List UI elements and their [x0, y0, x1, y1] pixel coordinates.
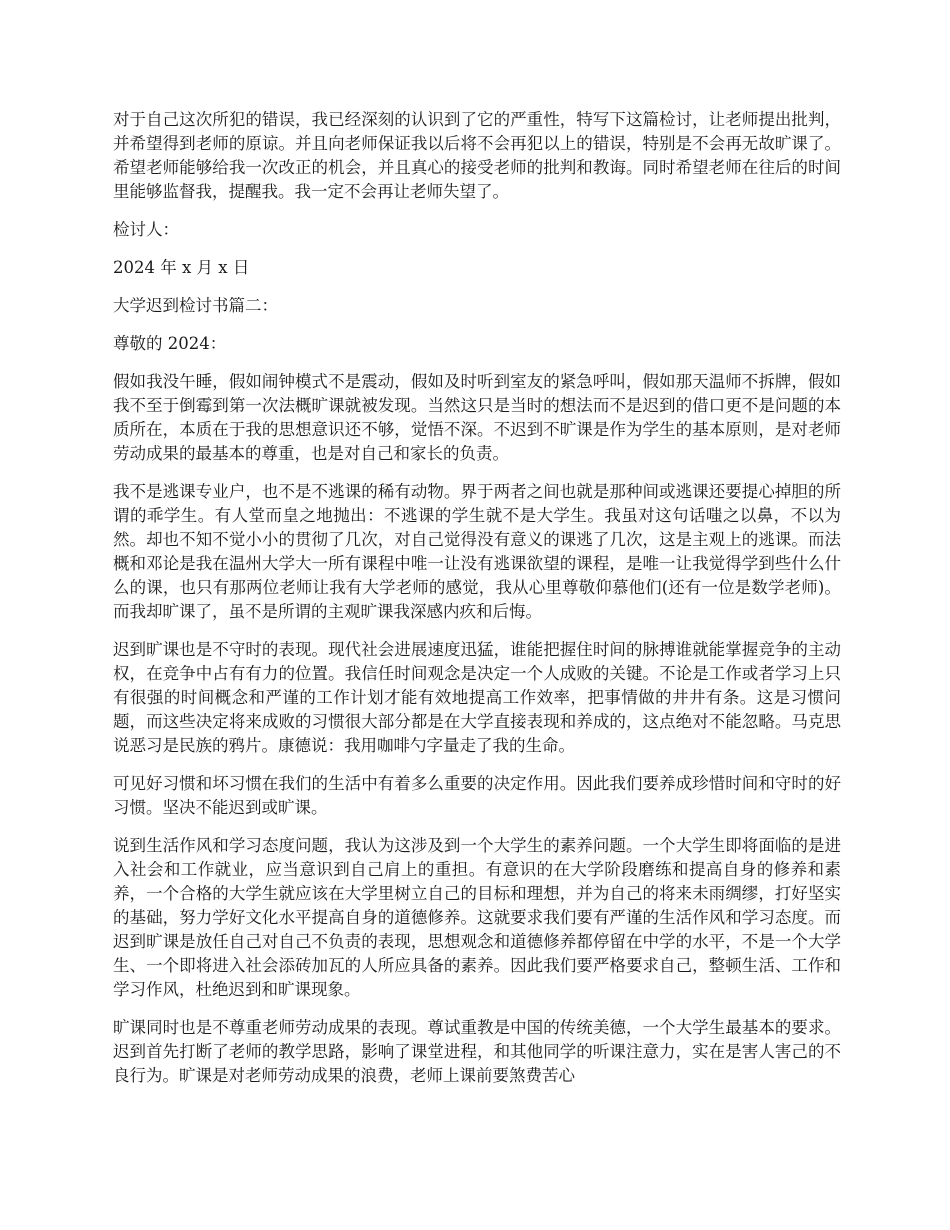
paragraph-attitude: 说到生活作风和学习态度问题，我认为这涉及到一个大学生的素养问题。一个大学生即将面临的是进入社会和工作就业，应当意识到自己肩上的重担。有意识的在大学阶段磨练和提高自身的修养和素养，一个合格的大学生就应该在大学里树立自己的目标和理想，并为自己的将来未雨绸缪，打好坚实的基础，努力学好文化水平提高自身的道德修养。这就要求我们要有严谨的生活作风和学习态度。而迟到旷课是放任自己对自己不负责的表现，思想观念和道德修养都停留在中学的水平，不是一个大学生、一个即将进入社会添砖加瓦的人所应具备的素养。因此我们要严格要求自己，整顿生活、工作和学习作风，杜绝迟到和旷课现象。 — [113, 836, 841, 999]
section-heading: 大学迟到检讨书篇二： — [113, 296, 278, 315]
paragraph-punctuality: 迟到旷课也是不守时的表现。现代社会进展速度迅猛，谁能把握住时间的脉搏谁就能掌握竞争的主动权，在竞争中占有有力的位置。我信任时间观念是决定一个人成败的关键。不论是工作或者学习上只有很强的时间概念和严谨的工作计划才能有效地提高工作效率，把事情做的井井有条。这是习惯问题，而这些决定将来成败的习惯很大部分都是在大学直接表现和养成的，这点绝对不能忽略。马克思说恶习是民族的鸦片。康德说：我用咖啡勺字量走了我的生命。 — [113, 640, 841, 755]
document-body — [113, 108, 841, 1102]
signature-line: 检讨人： — [113, 220, 179, 239]
paragraph-habits: 可见好习惯和坏习惯在我们的生活中有着多么重要的决定作用。因此我们要养成珍惜时间和守时的好习惯。坚决不能迟到或旷课。 — [113, 774, 841, 817]
paragraph-apology: 对于自己这次所犯的错误，我已经深刻的认识到了它的严重性，特写下这篇检讨，让老师提出批判，并希望得到老师的原谅。并且向老师保证我以后将不会再犯以上的错误，特别是不会再无故旷课了。希望老师能够给我一次改正的机会，并且真心的接受老师的批判和教诲。同时希望老师在往后的时间里能够监督我，提醒我。我一定不会再让老师失望了。 — [113, 110, 841, 201]
paragraph-respect: 旷课同时也是不尊重老师劳动成果的表现。尊试重教是中国的传统美德，一个大学生最基本的要求。迟到首先打断了老师的教学思路，影响了课堂进程，和其他同学的听课注意力，实在是害人害己的不良行为。旷课是对老师劳动成果的浪费，老师上课前要煞费苦心 — [113, 1018, 841, 1085]
date-line: 2024 年 x 月 x 日 — [113, 258, 250, 277]
paragraph-reasons: 假如我没午睡，假如闹钟模式不是震动，假如及时听到室友的紧急呼叫，假如那天温师不拆牌，假如我不至于倒霉到第一次法概旷课就被发现。当然这只是当时的想法而不是迟到的借口更不是问题的本质所在，本质在于我的思想意识还不够，觉悟不深。不迟到不旷课是作为学生的基本原则，是对老师劳动成果的最基本的尊重，也是对自己和家长的负责。 — [113, 372, 841, 463]
salutation: 尊敬的 2024： — [113, 334, 227, 353]
paragraph-skipping: 我不是逃课专业户，也不是不逃课的稀有动物。界于两者之间也就是那种间或逃课还要提心掉胆的所谓的乖学生。有人堂而皇之地抛出：不逃课的学生就不是大学生。我虽对这句话嗤之以鼻，不以为然。却也不知不觉小小的贯彻了几次，对自己觉得没有意义的课逃了几次，这是主观上的逃课。而法概和邓论是我在温州大学大一所有课程中唯一让没有逃课欲望的课程，是唯一让我觉得学到些什么什么的课，也只有那两位老师让我有大学老师的感觉，我从心里尊敬仰慕他们(还有一位是数学老师)。而我却旷课了，虽不是所谓的主观旷课我深感内疚和后悔。 — [113, 482, 841, 621]
